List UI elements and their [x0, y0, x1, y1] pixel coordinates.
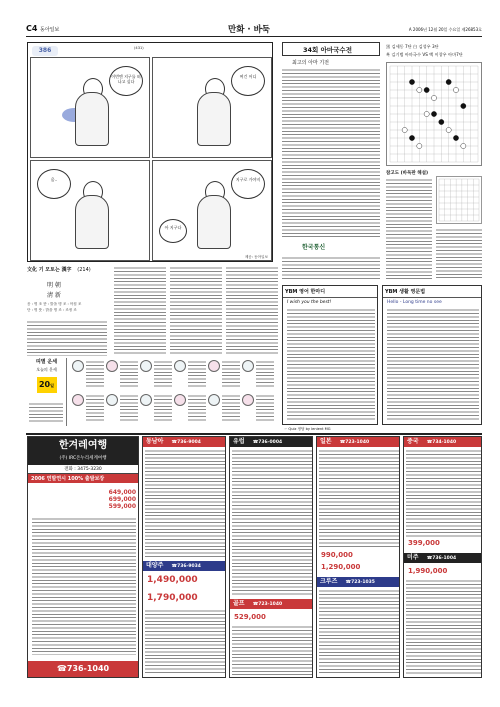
ad-col-asia — [142, 436, 226, 678]
article-text-column-a — [114, 266, 166, 356]
asia-body — [145, 449, 225, 559]
english-left-box — [282, 285, 378, 425]
asia-title: 동남아 — [146, 438, 164, 445]
zodiac-text-10 — [188, 394, 206, 422]
zodiac-text-3 — [154, 360, 172, 388]
cruise-phone: ☎723-1035 — [345, 580, 375, 585]
go-round-title: 34회 아마국수전 — [303, 46, 352, 54]
golf-header — [230, 599, 312, 609]
white-stone — [417, 143, 422, 148]
speech-bubble: 아 지구다 — [159, 219, 187, 243]
dahyung-phone: ☎736-9034 — [171, 564, 201, 569]
fortune-sidebar — [27, 358, 67, 426]
dahyung-body — [145, 609, 225, 675]
black-stone — [409, 135, 414, 140]
serial-hanja-2: 淸 新 — [47, 292, 61, 299]
price-value: 599,000 — [108, 503, 136, 510]
zodiac-ox-icon — [106, 360, 118, 372]
english-left-body — [287, 308, 375, 420]
black-stone — [431, 111, 436, 116]
price-399: 399,000 — [408, 539, 440, 547]
price-990: 990,000 — [321, 551, 353, 559]
ad-rule — [26, 433, 482, 435]
europe-title: 유럽 — [233, 438, 245, 445]
black-stone — [424, 87, 429, 92]
section-title: 만화 · 바둑 — [228, 25, 270, 35]
page-code: C4 — [26, 24, 38, 33]
speech-bubble: 지구로 가야지 — [231, 169, 265, 199]
zodiac-horse-icon — [72, 394, 84, 406]
go-section — [282, 42, 482, 282]
price-value: 699,000 — [108, 496, 136, 503]
japan-body — [319, 449, 399, 549]
europe-phone: ☎736-0004 — [252, 440, 283, 445]
america-header — [404, 553, 481, 563]
travel-ad-left — [27, 436, 139, 678]
article-text-column-b — [170, 266, 222, 356]
white-stone — [453, 87, 458, 92]
ad-left-footer-phone: ☎736-1040 — [56, 664, 110, 673]
price-1790: 1,790,000 — [147, 593, 198, 603]
go-caption-text — [282, 256, 380, 280]
article-text-column-c — [226, 266, 278, 356]
english-left-phrase: I wish you the best! — [287, 300, 332, 305]
black-stone — [461, 103, 466, 108]
america-phone: ☎736-1004 — [426, 556, 457, 561]
asia-header — [143, 437, 225, 447]
china-title: 중국 — [407, 438, 419, 445]
zodiac-text-11 — [222, 394, 240, 422]
sponsor-name: 한국통신 — [302, 244, 326, 251]
comic-credit: 제공: 동아일보 — [244, 255, 268, 260]
speech-bubble: 여긴 어디 — [231, 66, 265, 96]
ad-left-brand: 한겨레여행 — [58, 440, 108, 451]
english-right-box — [382, 285, 482, 425]
price-row — [32, 503, 136, 510]
white-stone — [417, 87, 422, 92]
go-players: 黑 김세동 7단 白 김성우 3단 — [386, 44, 439, 49]
zodiac-text-6 — [256, 360, 274, 388]
speech-bubble: 이번엔 지구를 떠나고 싶다 — [109, 66, 143, 96]
ad-col-china — [403, 436, 482, 678]
zodiac-rooster-icon — [174, 394, 186, 406]
character-body — [75, 195, 109, 249]
china-body — [406, 449, 481, 537]
serial-meta-2: 단 : 명 뜻 : 밝을 명 조 : 조정 조 — [27, 308, 77, 312]
serial-title-row — [27, 266, 107, 273]
white-stone — [431, 95, 436, 100]
asia-phone: ☎736-9004 — [171, 440, 201, 445]
black-stone — [446, 79, 451, 84]
comic-panel-4 — [152, 160, 272, 261]
japan-phone: ☎723-1040 — [339, 440, 370, 445]
white-stone — [402, 127, 407, 132]
price-row — [32, 496, 136, 503]
serial-hanja: 明 朝 — [47, 282, 61, 289]
black-stone — [453, 135, 458, 140]
china-header — [404, 437, 481, 447]
character-body — [197, 195, 231, 249]
english-right-body — [387, 308, 479, 420]
price-1990: 1,990,000 — [408, 567, 448, 575]
white-stone — [461, 143, 466, 148]
go-subtitle: 최고의 아마 기전 — [292, 60, 329, 66]
zodiac-text-12 — [256, 394, 274, 422]
fortune-badge-unit: 일 — [50, 383, 54, 388]
comic-panel-3 — [30, 160, 150, 261]
white-stone — [446, 127, 451, 132]
ad-left-phone: 전화 : 3475-3230 — [28, 465, 138, 474]
ad-col-japan — [316, 436, 400, 678]
english-right-phrase: Hello - Long time no see — [387, 300, 442, 305]
serial-title: 文化 기 모토는 漢字 — [27, 267, 72, 273]
character-body — [197, 92, 231, 146]
page-header — [26, 22, 482, 36]
go-commentary-a — [386, 178, 432, 280]
zodiac-dog-icon — [208, 394, 220, 406]
serial-body-text — [27, 320, 107, 356]
ad-left-price-list — [32, 489, 136, 510]
zodiac-text-5 — [222, 360, 240, 388]
ad-left-footer — [28, 661, 138, 677]
header-rule — [26, 36, 482, 37]
ad-left-company: (주) IRC온누리세계여행 — [59, 456, 107, 461]
america-title: 미주 — [407, 554, 419, 561]
zodiac-rabbit-icon — [174, 360, 186, 372]
strip-number: 386 — [38, 47, 52, 54]
ad-left-subheader — [28, 474, 138, 483]
zodiac-sheep-icon — [106, 394, 118, 406]
fortune-date-badge — [37, 377, 57, 393]
serial-box — [27, 266, 107, 318]
paper-name: 동아일보 — [40, 27, 60, 33]
price-row — [32, 489, 136, 496]
golf-title: 골프 — [233, 600, 245, 607]
sponsor-logo — [302, 242, 362, 254]
ad-left-banner — [28, 437, 138, 465]
cruise-body — [319, 589, 399, 675]
ad-left-sub: 2006 연말연시 100% 출발보장 — [31, 476, 105, 482]
japan-header — [317, 437, 399, 447]
character-body — [75, 92, 109, 146]
speech-bubble: 음.. — [37, 169, 71, 199]
japan-title: 일본 — [320, 438, 332, 445]
fortune-subtitle: 오늘의 운세 — [36, 367, 57, 372]
strip-episode: (431) — [134, 46, 144, 50]
serial-meta: 음 : 명 조 뜻 : 밝을 명 조 : 아침 조 — [27, 302, 82, 306]
zodiac-text-7 — [86, 394, 104, 422]
price-value: 649,000 — [108, 489, 136, 496]
zodiac-snake-icon — [242, 360, 254, 372]
price-1290: 1,290,000 — [321, 563, 361, 571]
go-ref-title: 참고도 (바둑판 해설) — [386, 171, 429, 176]
comic-strip — [27, 42, 273, 262]
china-phone: ☎734-1040 — [426, 440, 457, 445]
zodiac-text-8 — [120, 394, 138, 422]
date-text: A 2006년 12월 20일 수요일 제26853호 — [408, 27, 482, 32]
zodiac-text-9 — [154, 394, 172, 422]
serial-number: (214) — [77, 267, 91, 273]
white-stone — [424, 111, 429, 116]
zodiac-text-4 — [188, 360, 206, 388]
black-stone — [439, 119, 444, 124]
europe-header — [230, 437, 312, 447]
america-body — [406, 579, 481, 675]
ad-left-body — [32, 517, 136, 655]
zodiac-text-2 — [120, 360, 138, 388]
price-1490: 1,490,000 — [147, 575, 198, 585]
zodiac-grid — [70, 358, 278, 428]
fortune-sidebar-text — [29, 402, 63, 424]
zodiac-rat-icon — [72, 360, 84, 372]
go-board — [386, 62, 482, 166]
go-round-banner — [282, 42, 380, 56]
go-note: 흑 김기범 아마국수 VS 백 이창우 아마7단 — [386, 52, 463, 57]
go-commentary-b — [436, 228, 482, 280]
zodiac-tiger-icon — [140, 360, 152, 372]
strip-logo — [32, 46, 58, 56]
zodiac-monkey-icon — [140, 394, 152, 406]
europe-body — [232, 449, 312, 597]
comic-panel-1 — [30, 57, 150, 158]
golf-body — [232, 625, 312, 675]
go-article-body — [282, 68, 380, 238]
fortune-title: 띠별 운세 — [35, 359, 58, 365]
fortune-badge-number: 20 — [38, 380, 51, 389]
dahyung-title: 대양주 — [146, 562, 164, 569]
english-right-title: YBM 생활 영문법 — [383, 286, 481, 298]
golf-phone: ☎723-1040 — [252, 602, 283, 607]
zodiac-pig-icon — [242, 394, 254, 406]
zodiac-dragon-icon — [208, 360, 220, 372]
comic-panel-2 — [152, 57, 272, 158]
ad-col-europe — [229, 436, 313, 678]
english-note: ☞ Quiz 정답 by lenient MG — [284, 427, 331, 431]
cruise-header — [317, 577, 399, 587]
dahyung-header — [143, 561, 225, 571]
cruise-title: 크루즈 — [320, 578, 338, 585]
black-stone — [409, 79, 414, 84]
price-529: 529,000 — [234, 613, 266, 621]
english-left-title: YBM 영어 한마디 — [283, 286, 377, 298]
zodiac-text-1 — [86, 360, 104, 388]
go-reference-board — [436, 176, 482, 224]
